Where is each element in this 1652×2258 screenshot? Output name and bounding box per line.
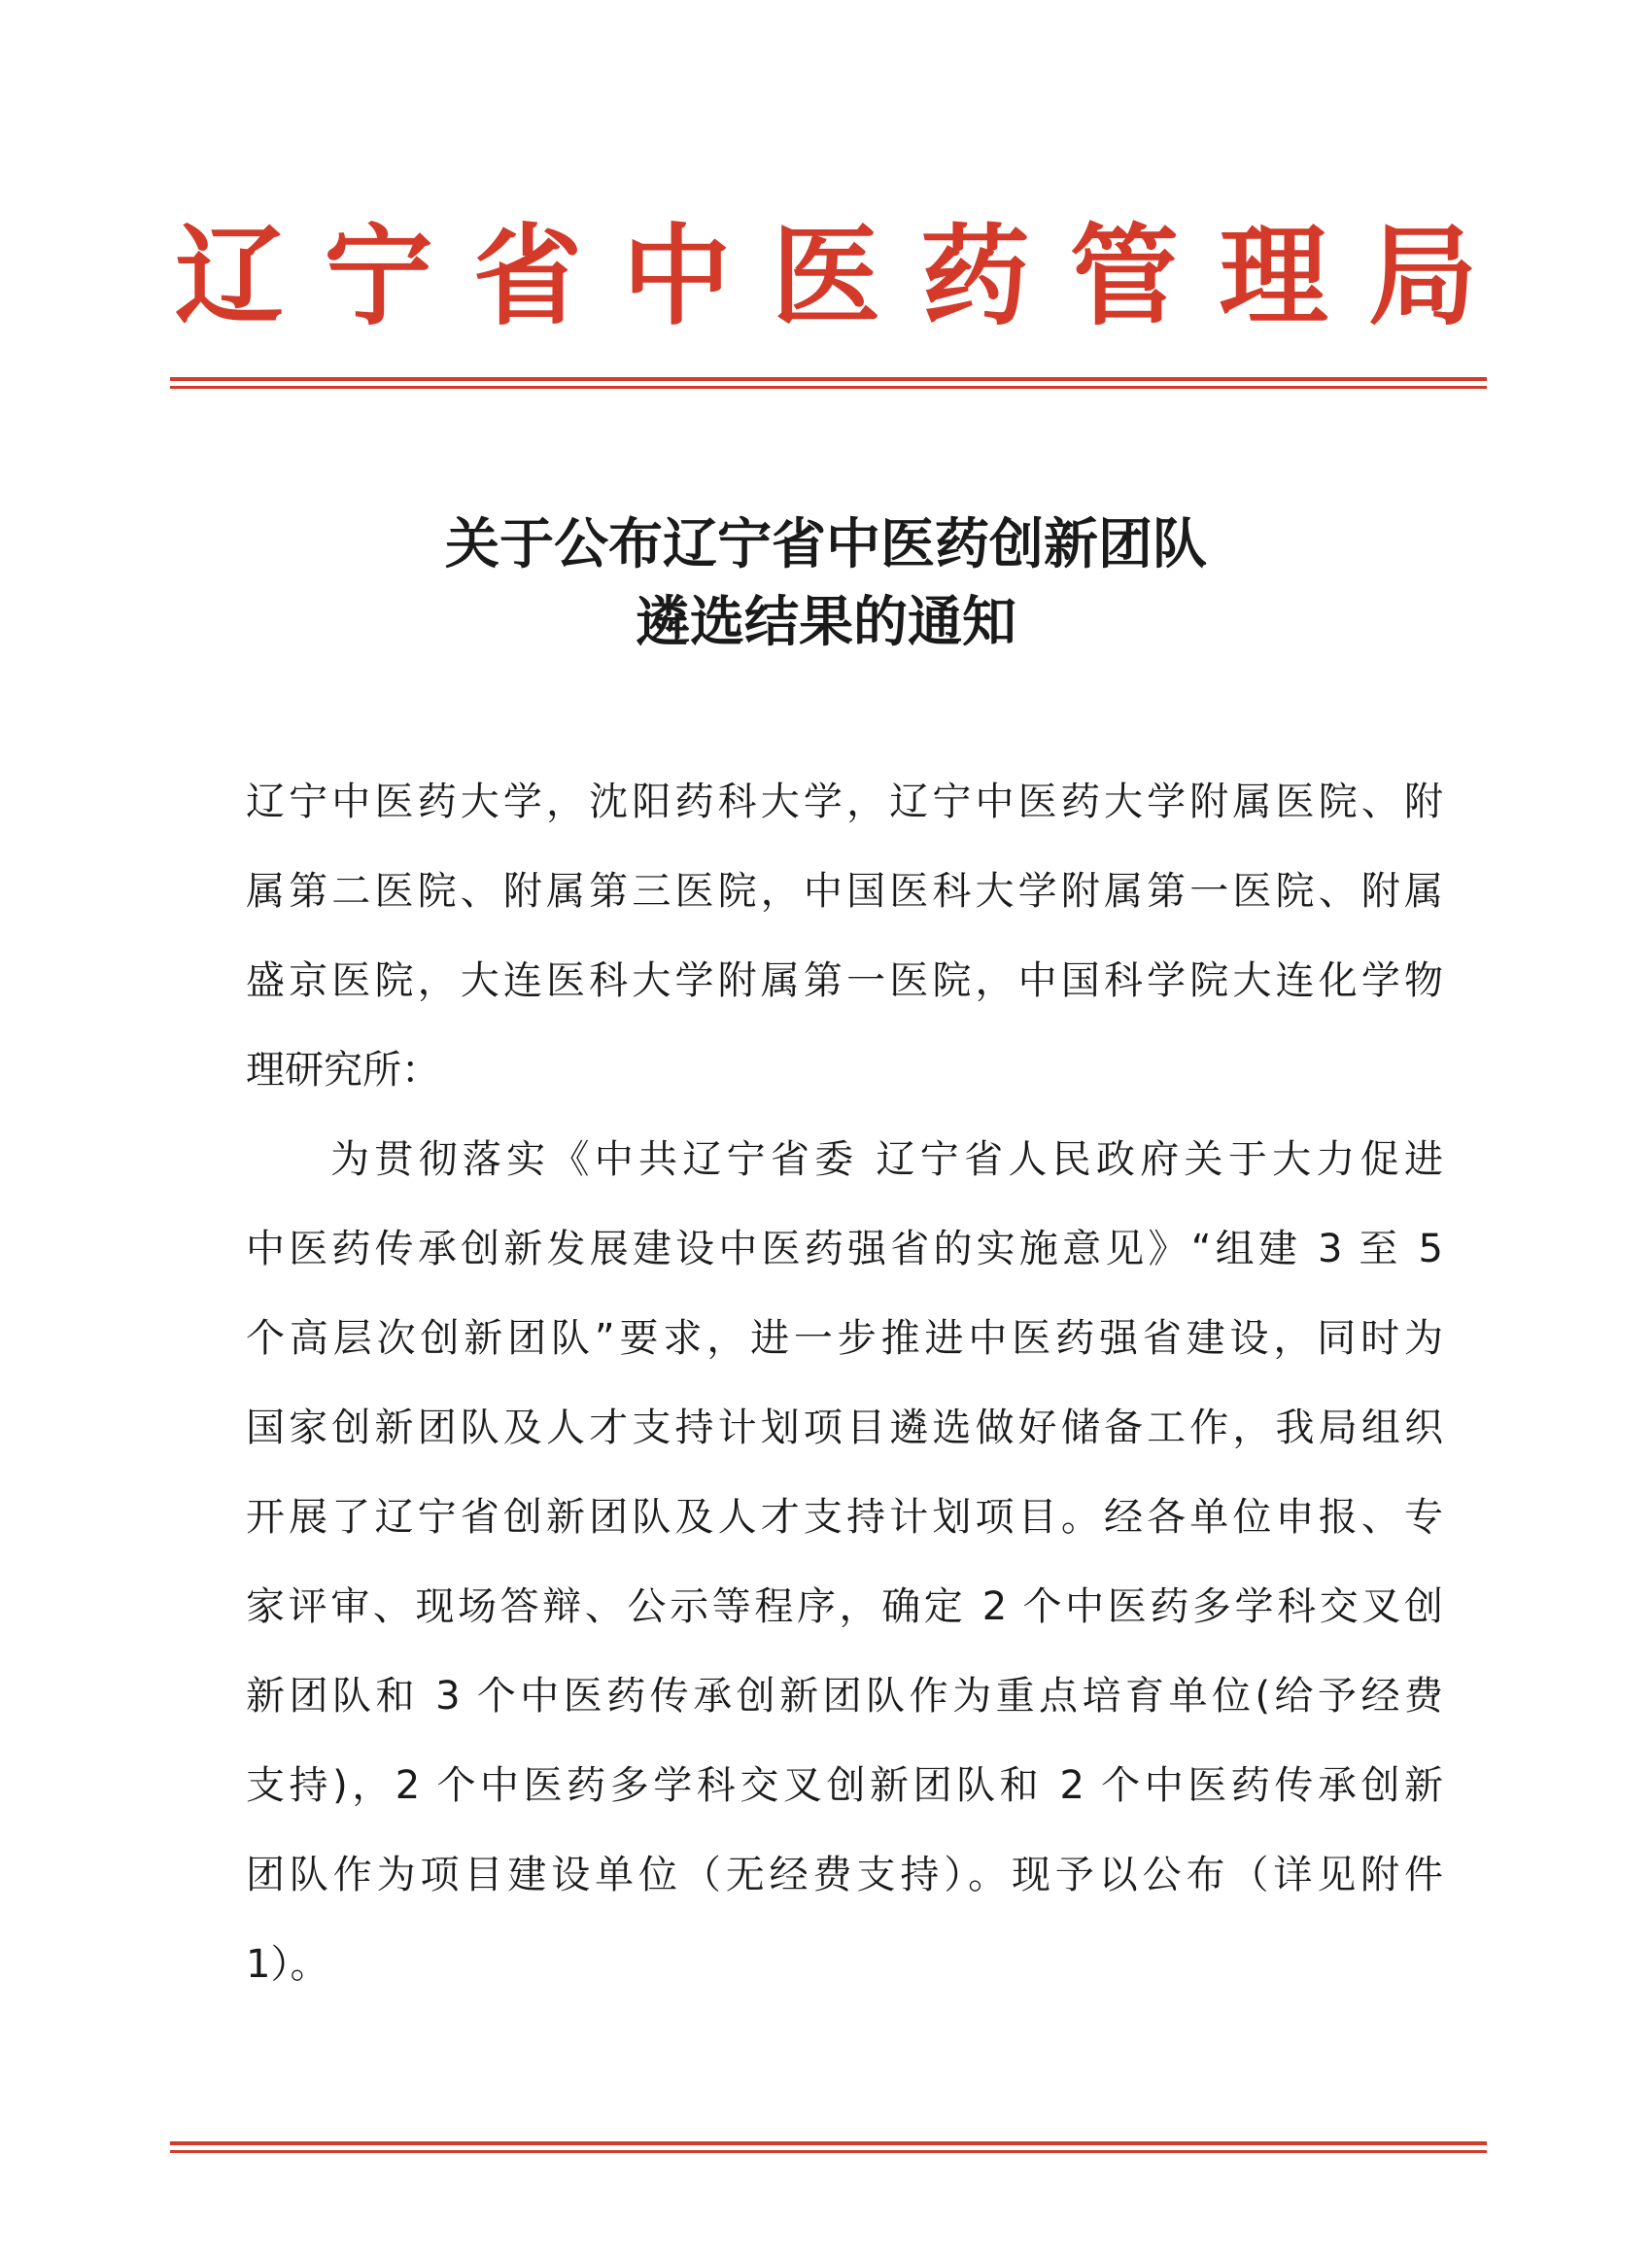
paragraph-line: 1）。 <box>246 1942 329 1987</box>
agency-char: 管 <box>1070 213 1179 340</box>
paragraph-line: 支持)，2 个中医药多学科交叉创新团队和 2 个中医药传承创新 <box>246 1763 1443 1808</box>
agency-header <box>175 209 1477 345</box>
addressee-line: 辽宁中医药大学，沈阳药科大学，辽宁中医药大学附属医院、附 <box>246 780 1443 824</box>
document-title-line-2: 遴选结果的通知 <box>636 590 1016 654</box>
document-title-line-1: 关于公布辽宁省中医药创新团队 <box>445 512 1207 576</box>
paragraph-line: 开展了辽宁省创新团队及人才支持计划项目。经各单位申报、专 <box>246 1495 1443 1540</box>
paragraph-line: 新团队和 3 个中医药传承创新团队作为重点培育单位(给予经费 <box>246 1674 1443 1719</box>
paragraph-line: 中医药传承创新发展建设中医药强省的实施意见》“组建 3 至 5 <box>246 1227 1443 1271</box>
agency-char: 省 <box>473 213 582 340</box>
paragraph-line: 个高层次创新团队”要求，进一步推进中医药强省建设，同时为 <box>246 1316 1443 1361</box>
agency-char: 宁 <box>324 213 433 340</box>
footer-divider-bottom <box>170 2150 1487 2153</box>
agency-char: 药 <box>920 213 1030 340</box>
agency-char: 中 <box>622 213 732 340</box>
paragraph-line: 为贯彻落实《中共辽宁省委 辽宁省人民政府关于大力促进 <box>330 1137 1443 1182</box>
addressee-line: 盛京医院，大连医科大学附属第一医院，中国科学院大连化学物 <box>246 958 1443 1003</box>
agency-char: 局 <box>1368 213 1477 340</box>
agency-char: 辽 <box>175 213 284 340</box>
addressee-line: 理研究所： <box>246 1048 440 1093</box>
header-divider-bottom <box>170 386 1487 389</box>
paragraph-line: 家评审、现场答辩、公示等程序，确定 2 个中医药多学科交叉创 <box>246 1584 1443 1629</box>
paragraph-line: 国家创新团队及人才支持计划项目遴选做好储备工作，我局组织 <box>246 1406 1443 1450</box>
header-divider-top <box>170 377 1487 381</box>
agency-char: 理 <box>1219 213 1328 340</box>
agency-char: 医 <box>772 213 880 340</box>
addressee-line: 属第二医院、附属第三医院，中国医科大学附属第一医院、附属 <box>246 869 1443 914</box>
paragraph-line: 团队作为项目建设单位（无经费支持）。现予以公布（详见附件 <box>246 1853 1443 1897</box>
footer-divider-top <box>170 2141 1487 2145</box>
